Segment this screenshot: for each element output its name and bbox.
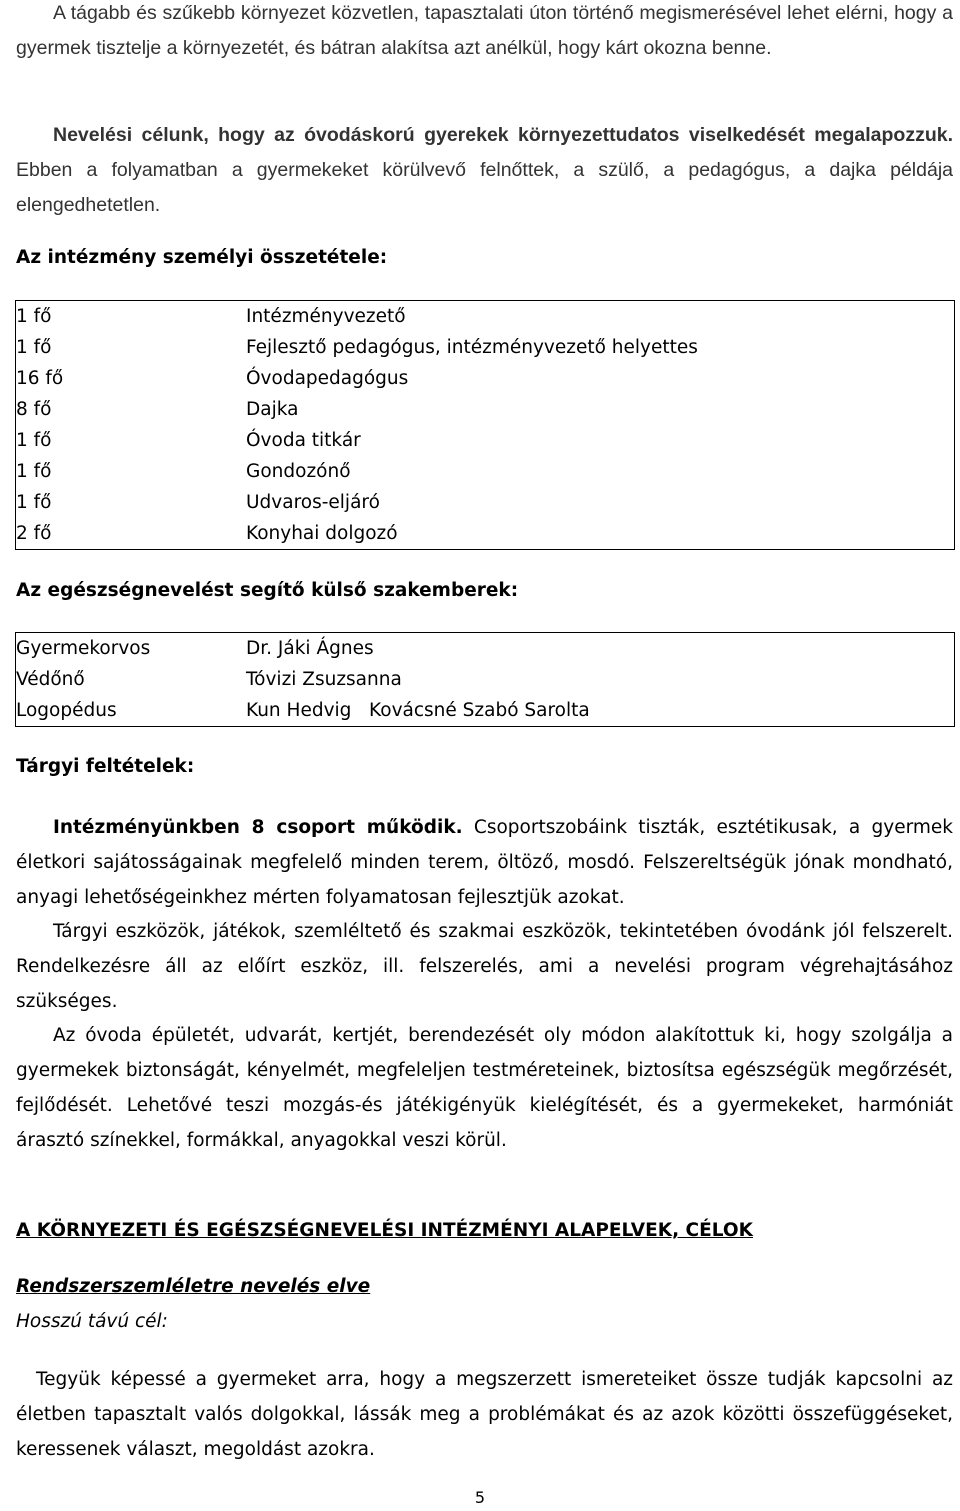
expert-title: Védőnő xyxy=(16,669,85,690)
expert-title: Gyermekorvos xyxy=(16,638,151,659)
material-p1-rest: Csoportszobáink tiszták, esztétikusak, a gyermek életkori sajátosságainak megfelelő minden terem, öltöző, mosdó. Felszereltségük jónak mondható, anyagi lehetőségeinkhez mérten folyamatosan fejlesztjük azokat. xyxy=(16,817,953,908)
experts-table xyxy=(15,632,955,727)
intro-paragraph-1: A tágabb és szűkebb környezet közvetlen, tapasztalati úton történő megismerésével lehet elérni, hogy a gyermek tisztelje a környezetét, és bátran alakítsa azt anélkül, hogy kárt okozna benne. xyxy=(16,2,953,59)
expert-title: Logopédus xyxy=(16,700,117,721)
material-paragraph-1 xyxy=(16,810,953,915)
staff-count: 2 fő xyxy=(16,523,52,544)
staff-role: Óvodapedagógus xyxy=(246,368,409,389)
intro-goal-bold: Nevelési célunk, hogy az óvodáskorú gyerekek környezettudatos viselkedését megalapozzuk. xyxy=(53,124,953,146)
expert-name: Tóvizi Zsuzsanna xyxy=(246,669,402,690)
staff-row xyxy=(16,518,955,550)
intro-paragraph-2 xyxy=(16,118,953,223)
expert-name: Kun Hedvig Kovácsné Szabó Sarolta xyxy=(246,700,590,721)
staff-row xyxy=(16,301,955,333)
staff-role: Intézményvezető xyxy=(246,306,406,327)
principles-paragraph: Tegyük képessé a gyermeket arra, hogy a megszerzett ismereteiket össze tudják kapcsolni az életben tapasztalt valós dolgokkal, lássák meg a problémákat és az azok közötti összefüggéseket, keressenek választ, megoldást azokra. xyxy=(16,1369,953,1460)
material-paragraph-3: Az óvoda épületét, udvarát, kertjét, berendezését oly módon alakítottuk ki, hogy szolgálja a gyermekek biztonságát, kényelmét, megfeleljen testméreteinek, biztosítsa egészségük megőrzését, fejlődését. Lehetővé teszi mozgás-és játékigényük kielégítését, és a gyermekeket, harmóniát árasztó színekkel, formákkal, anyagokkal veszi körül. xyxy=(16,1025,953,1151)
material-heading: Tárgyi feltételek: xyxy=(16,756,195,777)
principles-subheading: Rendszerszemléletre nevelés elve xyxy=(16,1276,371,1297)
staff-row xyxy=(16,487,955,518)
staff-count: 1 fő xyxy=(16,492,52,513)
staff-row xyxy=(16,456,955,487)
intro-goal-rest: Ebben a folyamatban a gyermekeket körülvevő felnőttek, a szülő, a pedagógus, a dajka példája elengedhetetlen. xyxy=(16,159,953,216)
staff-count: 1 fő xyxy=(16,430,52,451)
expert-row xyxy=(16,695,955,727)
longterm-goal-label: Hosszú távú cél: xyxy=(16,1311,168,1332)
staff-role: Fejlesztő pedagógus, intézményvezető helyettes xyxy=(246,337,698,358)
staff-count: 1 fő xyxy=(16,306,52,327)
staff-count: 16 fő xyxy=(16,368,64,389)
staff-role: Udvaros-eljáró xyxy=(246,492,380,513)
page-number: 5 xyxy=(474,1488,486,1507)
staff-row xyxy=(16,363,955,394)
staff-role: Konyhai dolgozó xyxy=(246,523,398,544)
staff-heading: Az intézmény személyi összetétele: xyxy=(16,247,388,268)
expert-row xyxy=(16,633,955,665)
staff-row xyxy=(16,394,955,425)
staff-role: Óvoda titkár xyxy=(246,430,361,451)
material-paragraph-2: Tárgyi eszközök, játékok, szemléltető és szakmai eszközök, tekintetében óvodánk jól felszerelt. Rendelkezésre áll az előírt eszköz, ill. felszerelés, ami a nevelési program végrehajtásához szükséges. xyxy=(16,921,953,1012)
staff-role: Dajka xyxy=(246,399,299,420)
staff-row xyxy=(16,425,955,456)
staff-table xyxy=(15,300,955,550)
staff-role: Gondozónő xyxy=(246,461,351,482)
staff-count: 1 fő xyxy=(16,461,52,482)
staff-count: 8 fő xyxy=(16,399,52,420)
principles-heading: A KÖRNYEZETI ÉS EGÉSZSÉGNEVELÉSI INTÉZMÉNYI ALAPELVEK, CÉLOK xyxy=(16,1220,753,1241)
experts-heading: Az egészségnevelést segítő külső szakemberek: xyxy=(16,580,519,601)
group-count-bold: Intézményünkben 8 csoport működik. xyxy=(53,817,463,838)
staff-row xyxy=(16,332,955,363)
expert-name: Dr. Jáki Ágnes xyxy=(246,638,374,659)
expert-row xyxy=(16,664,955,695)
staff-count: 1 fő xyxy=(16,337,52,358)
